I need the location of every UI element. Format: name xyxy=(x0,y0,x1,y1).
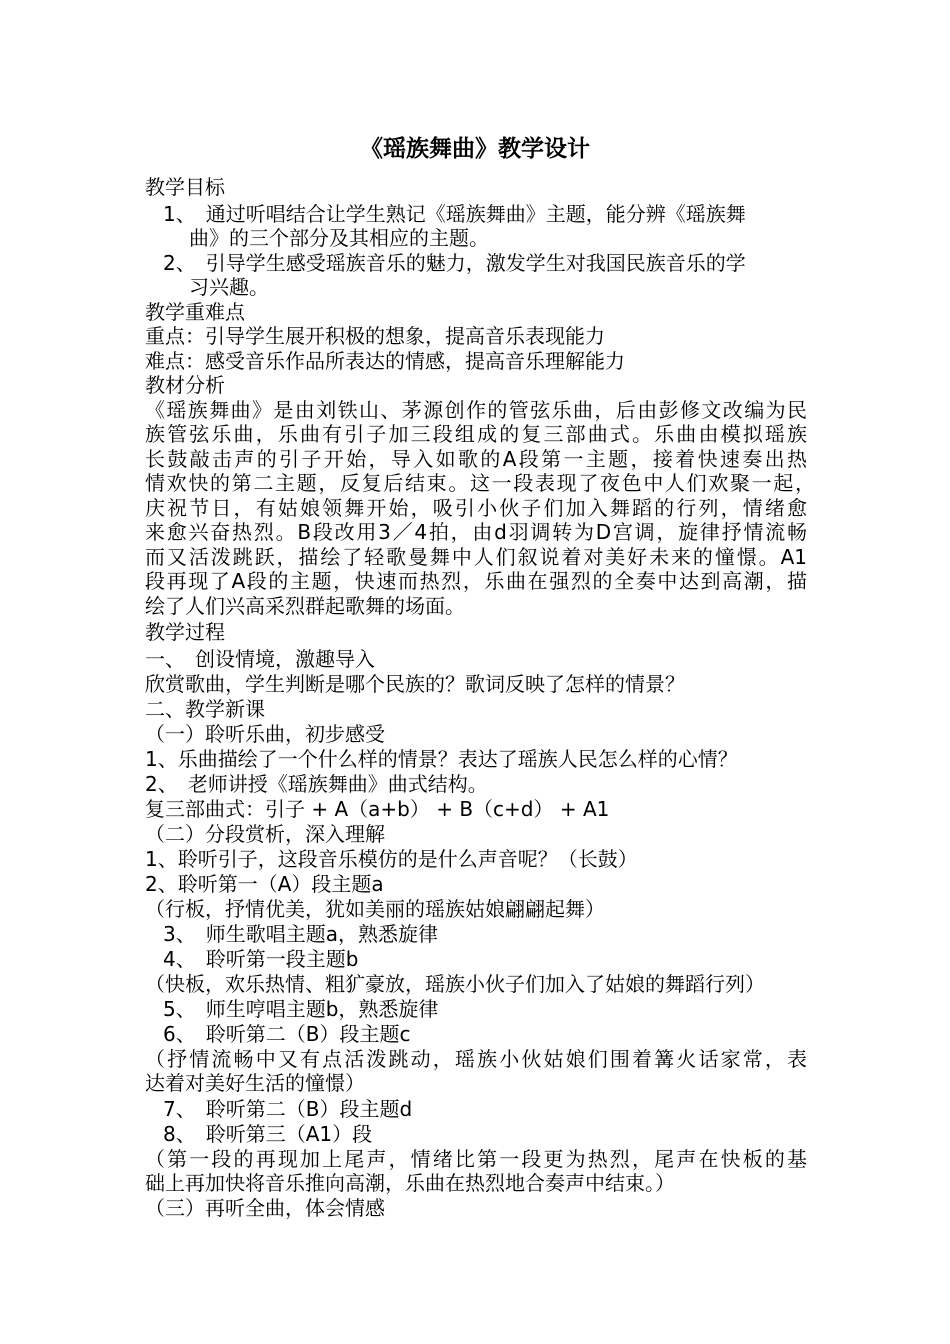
heading-material-analysis: 教材分析 xyxy=(145,373,225,397)
subsection-2: （二）分段赏析，深入理解 xyxy=(145,822,385,846)
listen-note-4: （快板，欢乐热情、粗犷豪放，瑶族小伙子们加入了姑娘的舞蹈行列） xyxy=(145,972,765,996)
analysis-line: 而又活泼跳跃，描绘了轻歌曼舞中人们叙说着对美好未来的憧憬。A1 xyxy=(145,545,807,569)
question-1: 1、乐曲描绘了一个什么样的情景？表达了瑶族人民怎么样的心情？ xyxy=(145,747,738,771)
listen-note-6: （抒情流畅中又有点活泼跳动，瑶族小伙姑娘们围着篝火话家常，表 xyxy=(145,1047,807,1071)
heading-key-points: 教学重难点 xyxy=(145,300,245,324)
analysis-line: 段再现了A段的主题，快速而热烈，乐曲在强烈的全奏中达到高潮，描 xyxy=(145,569,807,593)
listen-note-6-cont: 达着对美好生活的憧憬） xyxy=(145,1071,365,1095)
key-point: 重点：引导学生展开积极的想象，提高音乐表现能力 xyxy=(145,324,605,348)
listen-item-5: 5、 师生哼唱主题b，熟悉旋律 xyxy=(163,997,439,1021)
listen-item-3: 3、 师生歌唱主题a，熟悉旋律 xyxy=(163,922,438,946)
analysis-line: 来愈兴奋热烈。B段改用3／4拍，由d羽调转为D宫调，旋律抒情流畅 xyxy=(145,520,807,544)
step-1-text: 欣赏歌曲，学生判断是哪个民族的？歌词反映了怎样的情景？ xyxy=(145,672,685,696)
analysis-line: 庆祝节日，有姑娘领舞开始，吸引小伙子们加入舞蹈的行列，情绪愈 xyxy=(145,496,807,520)
listen-item-6: 6、 聆听第二（B）段主题c xyxy=(163,1022,411,1046)
objective-1: 1、 通过听唱结合让学生熟记《瑶族舞曲》主题，能分辨《瑶族舞 xyxy=(163,202,746,226)
listen-note-2: （行板，抒情优美，犹如美丽的瑶族姑娘翩翩起舞） xyxy=(145,897,605,921)
objective-1-cont: 曲》的三个部分及其相应的主题。 xyxy=(189,226,489,250)
listen-item-1: 1、聆听引子，这段音乐模仿的是什么声音呢？（长鼓） xyxy=(145,847,638,871)
listen-note-8-cont: 础上再加快将音乐推向高潮，乐曲在热烈地合奏声中结束。） xyxy=(145,1171,675,1195)
listen-item-8: 8、 聆听第三（A1）段 xyxy=(163,1122,373,1146)
analysis-line: 情欢快的第二主题，反复后结束。这一段表现了夜色中人们欢聚一起， xyxy=(145,471,815,495)
heading-objectives: 教学目标 xyxy=(145,175,225,199)
listen-item-2: 2、聆听第一（A）段主题a xyxy=(145,872,384,896)
objective-2-cont: 习兴趣。 xyxy=(189,275,269,299)
listen-note-8: （第一段的再现加上尾声，情绪比第一段更为热烈，尾声在快板的基 xyxy=(145,1147,807,1171)
subsection-1: （一）聆听乐曲，初步感受 xyxy=(145,722,385,746)
difficult-point: 难点：感受音乐作品所表达的情感，提高音乐理解能力 xyxy=(145,349,625,373)
analysis-line: 《瑶族舞曲》是由刘铁山、茅源创作的管弦乐曲，后由彭修文改编为民 xyxy=(145,398,807,422)
step-1-heading: 一、 创设情境，激趣导入 xyxy=(145,647,375,671)
form-structure: 复三部曲式：引子 + A（a+b） + B（c+d） + A1 xyxy=(145,797,610,821)
step-2-heading: 二、教学新课 xyxy=(145,697,265,721)
listen-item-4: 4、 聆听第一段主题b xyxy=(163,947,359,971)
analysis-line: 绘了人们兴高采烈群起歌舞的场面。 xyxy=(145,594,465,618)
listen-item-7: 7、 聆听第二（B）段主题d xyxy=(163,1097,413,1121)
subsection-3: （三）再听全曲，体会情感 xyxy=(145,1196,385,1220)
heading-teaching-process: 教学过程 xyxy=(145,620,225,644)
objective-2: 2、 引导学生感受瑶族音乐的魅力，激发学生对我国民族音乐的学 xyxy=(163,251,746,275)
analysis-line: 长鼓敲击声的引子开始，导入如歌的A段第一主题，接着快速奏出热 xyxy=(145,447,807,471)
question-2: 2、 老师讲授《瑶族舞曲》曲式结构。 xyxy=(145,772,488,796)
document-title: 《瑶族舞曲》教学设计 xyxy=(360,135,590,162)
analysis-line: 族管弦乐曲，乐曲有引子加三段组成的复三部曲式。乐曲由模拟瑶族 xyxy=(145,422,807,446)
